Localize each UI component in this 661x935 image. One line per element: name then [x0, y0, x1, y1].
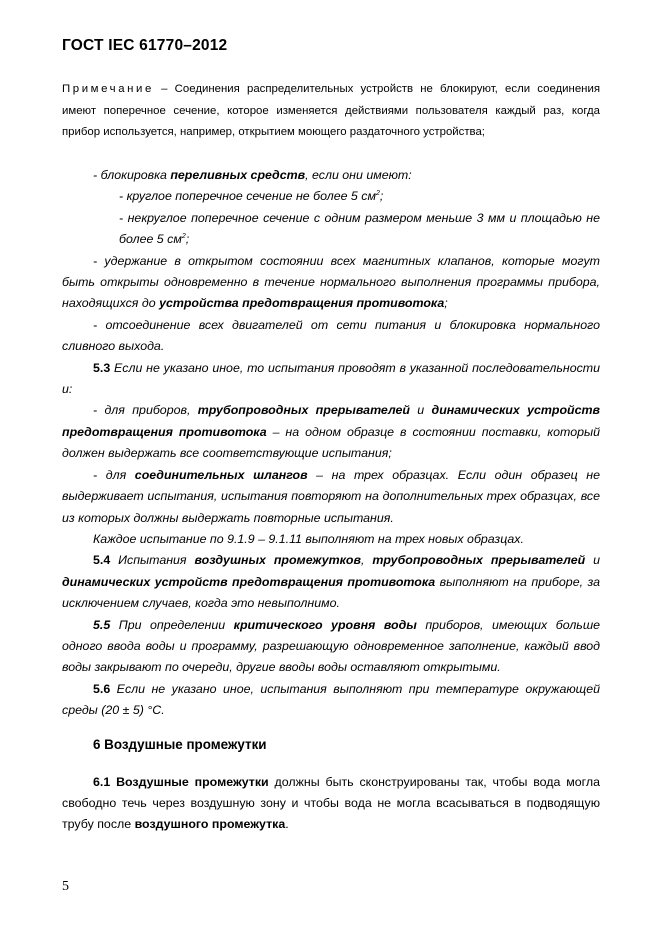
- main-body: [62, 165, 600, 722]
- note-text: – Соединения распределительных устройств не блокируют, если соединения имеют поперечное сечение, которое изменяется действиями пользователя каждый раз, когда прибор используется, например, открытием моющего раздаточного устройства;: [62, 83, 600, 138]
- paragraph-appliances: - для приборов, трубопроводных прерывателей и динамических устройств предотвращения противотока – на одном образце в состоянии поставки, который должен выдержать все соответствующие испытания;: [62, 403, 600, 461]
- document-header: ГОСТ IEC 61770–2012: [62, 37, 228, 54]
- section-title: 6 Воздушные промежутки: [93, 737, 267, 752]
- page-number: 5: [62, 879, 69, 894]
- paragraph-5-4: 5.4 Испытания воздушных промежутков, трубопроводных прерывателей и динамических устройств предотвращения противотока выполняют на приборе, за исключением случаев, когда это невыполнимо.: [62, 553, 600, 611]
- paragraph-nonround-section: - некруглое поперечное сечение с одним размером меньше 3 мм и площадью не более 5 $см^2$;: [119, 210, 600, 247]
- paragraph-hoses: - для соединительных шлангов – на трех образцах. Если один образец не выдерживает испытания, испытания повторяют на дополнительных трех образцах, все из которых должны выдержать повторные испытания.: [62, 467, 600, 525]
- paragraph-6-1: 6.1 Воздушные промежутки должны быть сконструированы так, чтобы вода могла свободно течь через воздушную зону и чтобы вода не могла всасываться в подводящую трубу после воздушного промежутка.: [62, 775, 601, 832]
- paragraph-each-test: Каждое испытание по 9.1.9 – 9.1.11 выполняют на трех новых образцах.: [93, 531, 524, 546]
- paragraph-5-5: 5.5 При определении критического уровня воды приборов, имеющих больше одного ввода воды и программу, разрешающую одновременное заполнение, каждый ввод воды закрывают по очереди, другие вводы воды оставляют открытыми.: [62, 617, 601, 675]
- paragraph-valves-open: - удержание в открытом состоянии всех магнитных клапанов, которые могут быть открыты одновременно в течение нормального выполнения программы прибора, находящихся до устройства предотвращения противотока;: [62, 253, 600, 311]
- note-label: Примечание: [62, 83, 154, 95]
- paragraph-overflow-lock: - блокировка переливных средств, если они имеют:: [93, 168, 412, 182]
- paragraph-5-3: 5.3 Если не указано иное, то испытания проводят в указанной последовательности и:: [62, 360, 600, 397]
- paragraph-round-section: - круглое поперечное сечение не более 5 $см^2$;: [119, 189, 384, 204]
- paragraph-motors-disconnect: - отсоединение всех двигателей от сети питания и блокировка нормального сливного выхода.: [62, 317, 600, 354]
- note-paragraph: [62, 79, 600, 144]
- paragraph-5-6: 5.6 Если не указано иное, испытания выполняют при температуре окружающей среды (20 ± 5) °С.: [62, 681, 600, 718]
